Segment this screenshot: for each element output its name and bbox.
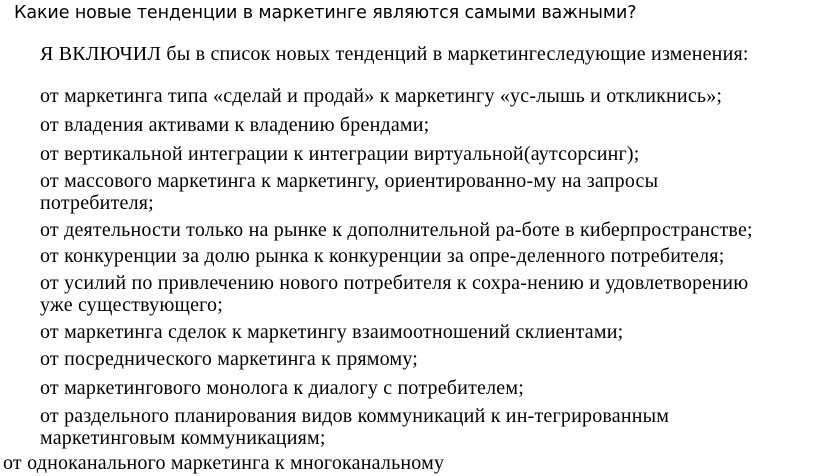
page-title: Какие новые тенденции в маркетинге являются самыми важными?	[14, 3, 637, 23]
list-item	[40, 245, 724, 267]
last-list-item: от одноканального маркетинга к многоканальному	[3, 452, 445, 474]
list-item	[40, 170, 658, 214]
intro-text: Я ВКЛЮЧИЛ бы в список новых тенденций в маркетингеследующие изменения:	[40, 43, 749, 65]
list-item	[40, 85, 722, 107]
list-item-continuation: потребителя;	[40, 192, 154, 214]
list-item-text: от маркетинга сделок к маркетингу взаимоотношений склиентами;	[40, 321, 624, 343]
list-item	[40, 348, 418, 370]
list-item	[40, 405, 669, 449]
list-item	[40, 114, 429, 136]
list-item	[40, 321, 623, 343]
list-item-continuation: маркетинговым коммуникациям;	[40, 427, 326, 449]
list-item-continuation: уже существующего;	[40, 294, 224, 316]
list-item-text: от деятельности только на рынке к дополнительной ра-боте в киберпространстве;	[40, 219, 753, 241]
list-item-text: от конкуренции за долю рынка к конкуренции за опре-деленного потребителя;	[40, 245, 725, 267]
list-item-text: от раздельного планирования видов коммуникаций к ин-тегрированным	[40, 405, 670, 427]
list-item-text: от маркетингового монолога к диалогу с потребителем;	[40, 377, 524, 399]
list-item-text: от усилий по привлечению нового потребителя к сохра-нению и удовлетворению	[40, 272, 749, 294]
list-item	[40, 219, 753, 241]
list-item-text: от посреднического маркетинга к прямому;	[40, 348, 419, 370]
list-item-text: от массового маркетинга к маркетингу, ориентированно-му на запросы	[40, 170, 659, 192]
list-item	[40, 272, 748, 316]
list-item	[40, 143, 640, 165]
list-item	[40, 377, 524, 399]
list-item-text: от маркетинга типа «сделай и продай» к маркетингу «ус-лышь и откликнись»;	[40, 85, 723, 107]
list-item-text: от владения активами к владению брендами;	[40, 114, 430, 136]
list-item-text: от вертикальной интеграции к интеграции виртуальной(аутсорсинг);	[40, 143, 640, 165]
